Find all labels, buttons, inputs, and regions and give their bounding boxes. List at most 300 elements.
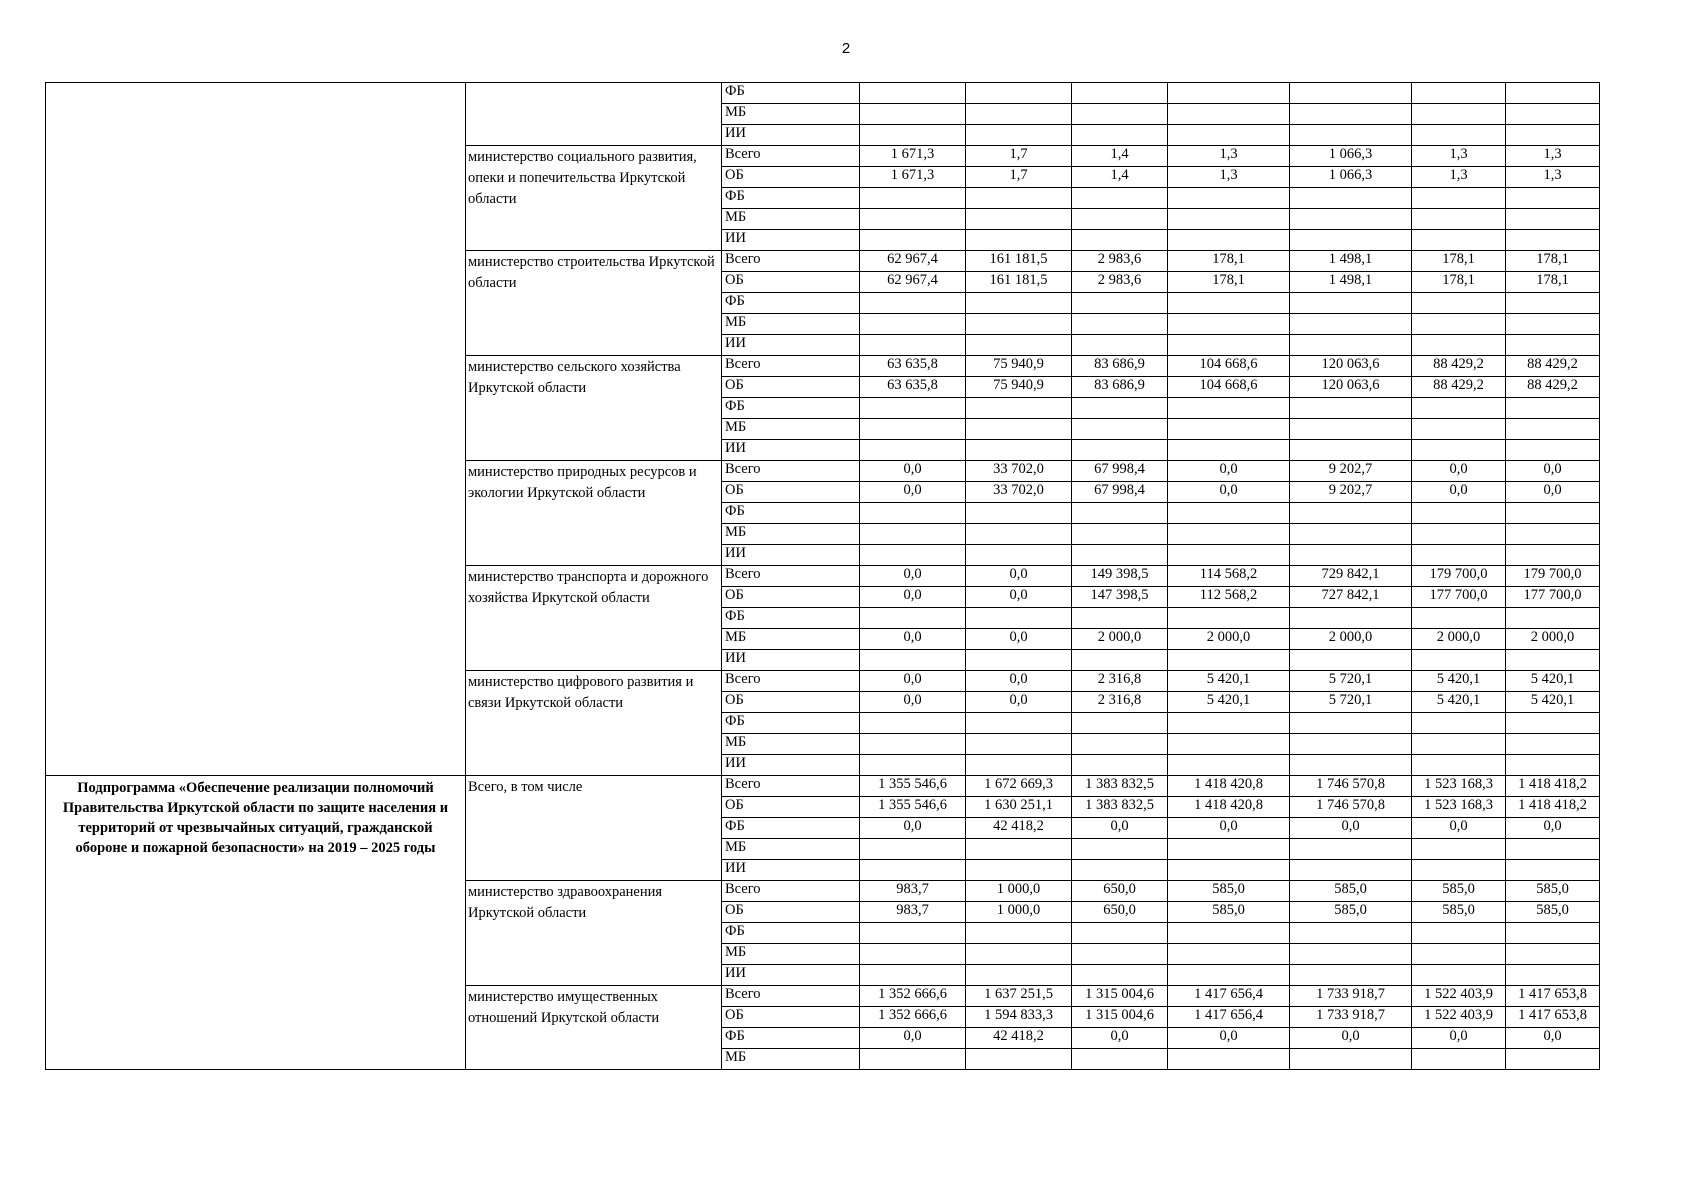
value-cell: 585,0 xyxy=(1506,881,1600,902)
value-cell: 83 686,9 xyxy=(1072,356,1168,377)
value-cell xyxy=(966,923,1072,944)
value-cell xyxy=(1290,230,1412,251)
value-cell xyxy=(1412,1049,1506,1070)
value-cell: 585,0 xyxy=(1412,881,1506,902)
funding-source-cell: МБ xyxy=(722,314,860,335)
value-cell xyxy=(966,188,1072,209)
value-cell: 104 668,6 xyxy=(1168,377,1290,398)
value-cell: 1 733 918,7 xyxy=(1290,986,1412,1007)
value-cell xyxy=(1290,734,1412,755)
value-cell: 0,0 xyxy=(860,461,966,482)
value-cell: 0,0 xyxy=(1412,1028,1506,1049)
value-cell xyxy=(966,440,1072,461)
value-cell: 0,0 xyxy=(1168,1028,1290,1049)
value-cell xyxy=(860,104,966,125)
funding-source-cell: МБ xyxy=(722,734,860,755)
value-cell xyxy=(1168,713,1290,734)
value-cell: 1 066,3 xyxy=(1290,146,1412,167)
value-cell: 1 315 004,6 xyxy=(1072,986,1168,1007)
value-cell: 83 686,9 xyxy=(1072,377,1168,398)
value-cell: 585,0 xyxy=(1290,881,1412,902)
value-cell: 0,0 xyxy=(860,818,966,839)
value-cell: 1 315 004,6 xyxy=(1072,1007,1168,1028)
value-cell xyxy=(860,440,966,461)
value-cell xyxy=(1506,398,1600,419)
value-cell: 9 202,7 xyxy=(1290,482,1412,503)
value-cell xyxy=(1290,650,1412,671)
value-cell: 1,4 xyxy=(1072,167,1168,188)
value-cell: 983,7 xyxy=(860,881,966,902)
value-cell xyxy=(1290,125,1412,146)
value-cell xyxy=(1412,524,1506,545)
value-cell xyxy=(1072,125,1168,146)
value-cell xyxy=(1412,293,1506,314)
value-cell: 1,3 xyxy=(1168,167,1290,188)
funding-source-cell: МБ xyxy=(722,419,860,440)
value-cell xyxy=(1168,944,1290,965)
value-cell xyxy=(966,335,1072,356)
value-cell xyxy=(1168,209,1290,230)
value-cell: 1 000,0 xyxy=(966,902,1072,923)
value-cell xyxy=(1168,524,1290,545)
value-cell: 0,0 xyxy=(1412,482,1506,503)
value-cell: 2 000,0 xyxy=(1506,629,1600,650)
value-cell: 2 316,8 xyxy=(1072,692,1168,713)
value-cell xyxy=(1412,419,1506,440)
value-cell xyxy=(1168,1049,1290,1070)
value-cell: 5 420,1 xyxy=(1168,671,1290,692)
value-cell xyxy=(1506,839,1600,860)
value-cell: 1,3 xyxy=(1168,146,1290,167)
value-cell xyxy=(1412,545,1506,566)
value-cell: 0,0 xyxy=(1412,818,1506,839)
value-cell: 1 418 418,2 xyxy=(1506,776,1600,797)
value-cell: 1,4 xyxy=(1072,146,1168,167)
value-cell xyxy=(1072,965,1168,986)
value-cell xyxy=(1168,314,1290,335)
value-cell xyxy=(1168,839,1290,860)
value-cell xyxy=(1290,608,1412,629)
value-cell: 1 066,3 xyxy=(1290,167,1412,188)
value-cell: 1 522 403,9 xyxy=(1412,986,1506,1007)
value-cell xyxy=(860,713,966,734)
value-cell: 0,0 xyxy=(1506,482,1600,503)
funding-source-cell: Всего xyxy=(722,671,860,692)
value-cell: 1 672 669,3 xyxy=(966,776,1072,797)
value-cell xyxy=(1506,104,1600,125)
value-cell: 1 671,3 xyxy=(860,146,966,167)
value-cell: 0,0 xyxy=(966,629,1072,650)
value-cell: 1 523 168,3 xyxy=(1412,776,1506,797)
value-cell xyxy=(1412,965,1506,986)
value-cell xyxy=(1290,419,1412,440)
funding-source-cell: Всего xyxy=(722,356,860,377)
value-cell: 120 063,6 xyxy=(1290,356,1412,377)
value-cell xyxy=(1072,755,1168,776)
subprogram-cell: Подпрограмма «Обеспечение реализации полномочий Правительства Иркутской области по защите населения и территорий от чрезвычайных ситуаций, гражданской обороне и пожарной безопасности» на 2019 – 2025 годы xyxy=(46,776,466,1070)
value-cell: 1,3 xyxy=(1412,167,1506,188)
value-cell xyxy=(1168,965,1290,986)
value-cell: 1 630 251,1 xyxy=(966,797,1072,818)
value-cell xyxy=(1072,188,1168,209)
value-cell: 1 352 666,6 xyxy=(860,986,966,1007)
value-cell: 33 702,0 xyxy=(966,461,1072,482)
value-cell xyxy=(1412,125,1506,146)
budget-table xyxy=(45,82,1600,1070)
value-cell: 161 181,5 xyxy=(966,251,1072,272)
funding-source-cell: Всего xyxy=(722,566,860,587)
budget-table-body xyxy=(46,83,1600,1070)
value-cell xyxy=(966,944,1072,965)
value-cell xyxy=(1506,965,1600,986)
funding-source-cell: МБ xyxy=(722,209,860,230)
value-cell: 585,0 xyxy=(1506,902,1600,923)
table-row xyxy=(46,776,1600,797)
value-cell: 1,3 xyxy=(1412,146,1506,167)
executor-cell: министерство транспорта и дорожного хозяйства Иркутской области xyxy=(466,566,722,671)
value-cell xyxy=(1290,755,1412,776)
value-cell: 0,0 xyxy=(1168,818,1290,839)
funding-source-cell: МБ xyxy=(722,104,860,125)
value-cell: 75 940,9 xyxy=(966,356,1072,377)
executor-cell: министерство социального развития, опеки и попечительства Иркутской области xyxy=(466,146,722,251)
value-cell: 2 316,8 xyxy=(1072,671,1168,692)
value-cell: 1 746 570,8 xyxy=(1290,797,1412,818)
value-cell: 0,0 xyxy=(1290,818,1412,839)
value-cell: 1,3 xyxy=(1506,167,1600,188)
value-cell: 2 000,0 xyxy=(1072,629,1168,650)
value-cell: 67 998,4 xyxy=(1072,461,1168,482)
value-cell xyxy=(1290,503,1412,524)
funding-source-cell: ФБ xyxy=(722,713,860,734)
value-cell: 2 000,0 xyxy=(1168,629,1290,650)
value-cell: 179 700,0 xyxy=(1506,566,1600,587)
value-cell xyxy=(966,713,1072,734)
value-cell: 63 635,8 xyxy=(860,377,966,398)
value-cell: 63 635,8 xyxy=(860,356,966,377)
value-cell xyxy=(860,755,966,776)
value-cell: 1 637 251,5 xyxy=(966,986,1072,1007)
value-cell xyxy=(860,524,966,545)
value-cell: 178,1 xyxy=(1412,251,1506,272)
value-cell xyxy=(1506,734,1600,755)
value-cell: 112 568,2 xyxy=(1168,587,1290,608)
value-cell: 650,0 xyxy=(1072,881,1168,902)
value-cell xyxy=(966,398,1072,419)
funding-source-cell: ОБ xyxy=(722,272,860,293)
value-cell xyxy=(1412,944,1506,965)
value-cell xyxy=(860,230,966,251)
value-cell xyxy=(1412,314,1506,335)
value-cell xyxy=(1506,755,1600,776)
value-cell: 585,0 xyxy=(1168,881,1290,902)
value-cell: 114 568,2 xyxy=(1168,566,1290,587)
value-cell: 177 700,0 xyxy=(1506,587,1600,608)
value-cell xyxy=(1072,944,1168,965)
funding-source-cell: ФБ xyxy=(722,398,860,419)
value-cell xyxy=(860,503,966,524)
value-cell xyxy=(1506,209,1600,230)
value-cell: 0,0 xyxy=(966,566,1072,587)
value-cell xyxy=(1412,860,1506,881)
value-cell: 88 429,2 xyxy=(1506,377,1600,398)
value-cell: 1 417 656,4 xyxy=(1168,986,1290,1007)
value-cell xyxy=(860,608,966,629)
value-cell: 178,1 xyxy=(1412,272,1506,293)
value-cell xyxy=(1072,839,1168,860)
value-cell: 1 498,1 xyxy=(1290,251,1412,272)
funding-source-cell: ФБ xyxy=(722,293,860,314)
value-cell xyxy=(1290,83,1412,104)
value-cell xyxy=(860,209,966,230)
executor-cell: министерство здравоохранения Иркутской области xyxy=(466,881,722,986)
value-cell: 1 498,1 xyxy=(1290,272,1412,293)
funding-source-cell: Всего xyxy=(722,251,860,272)
value-cell: 75 940,9 xyxy=(966,377,1072,398)
value-cell xyxy=(966,839,1072,860)
funding-source-cell: ОБ xyxy=(722,902,860,923)
value-cell xyxy=(966,650,1072,671)
value-cell xyxy=(1168,419,1290,440)
value-cell: 1 671,3 xyxy=(860,167,966,188)
funding-source-cell: ИИ xyxy=(722,965,860,986)
executor-cell: Всего, в том числе xyxy=(466,776,722,881)
value-cell xyxy=(860,860,966,881)
funding-source-cell: Всего xyxy=(722,986,860,1007)
value-cell: 983,7 xyxy=(860,902,966,923)
value-cell xyxy=(1506,503,1600,524)
value-cell xyxy=(1506,335,1600,356)
value-cell xyxy=(1072,440,1168,461)
value-cell xyxy=(1072,293,1168,314)
value-cell xyxy=(1290,188,1412,209)
value-cell: 88 429,2 xyxy=(1506,356,1600,377)
value-cell xyxy=(1506,923,1600,944)
value-cell xyxy=(1290,209,1412,230)
value-cell xyxy=(966,104,1072,125)
value-cell: 178,1 xyxy=(1506,251,1600,272)
funding-source-cell: МБ xyxy=(722,839,860,860)
table-row xyxy=(46,83,1600,104)
value-cell xyxy=(1290,965,1412,986)
value-cell xyxy=(1072,734,1168,755)
value-cell: 1 418 418,2 xyxy=(1506,797,1600,818)
funding-source-cell: ОБ xyxy=(722,377,860,398)
value-cell xyxy=(1290,944,1412,965)
value-cell: 0,0 xyxy=(860,629,966,650)
funding-source-cell: Всего xyxy=(722,146,860,167)
value-cell: 67 998,4 xyxy=(1072,482,1168,503)
value-cell xyxy=(1412,755,1506,776)
value-cell xyxy=(860,398,966,419)
value-cell: 0,0 xyxy=(860,671,966,692)
value-cell xyxy=(860,545,966,566)
value-cell: 5 420,1 xyxy=(1412,671,1506,692)
value-cell: 1 417 656,4 xyxy=(1168,1007,1290,1028)
value-cell: 5 720,1 xyxy=(1290,671,1412,692)
value-cell xyxy=(1506,713,1600,734)
value-cell xyxy=(1168,650,1290,671)
funding-source-cell: ИИ xyxy=(722,860,860,881)
funding-source-cell: ФБ xyxy=(722,818,860,839)
value-cell xyxy=(1412,209,1506,230)
value-cell xyxy=(1072,83,1168,104)
value-cell xyxy=(966,755,1072,776)
value-cell xyxy=(1168,755,1290,776)
value-cell xyxy=(1072,650,1168,671)
value-cell xyxy=(966,524,1072,545)
funding-source-cell: ИИ xyxy=(722,545,860,566)
value-cell: 0,0 xyxy=(1168,461,1290,482)
value-cell xyxy=(1168,608,1290,629)
value-cell: 1 523 168,3 xyxy=(1412,797,1506,818)
funding-source-cell: ФБ xyxy=(722,188,860,209)
value-cell xyxy=(1290,713,1412,734)
value-cell: 0,0 xyxy=(860,482,966,503)
funding-source-cell: ФБ xyxy=(722,608,860,629)
value-cell: 0,0 xyxy=(1290,1028,1412,1049)
value-cell xyxy=(966,125,1072,146)
value-cell xyxy=(1072,545,1168,566)
funding-source-cell: ИИ xyxy=(722,755,860,776)
funding-source-cell: ИИ xyxy=(722,440,860,461)
value-cell xyxy=(1290,440,1412,461)
executor-cell: министерство строительства Иркутской области xyxy=(466,251,722,356)
funding-source-cell: МБ xyxy=(722,944,860,965)
value-cell xyxy=(1168,860,1290,881)
funding-source-cell: Всего xyxy=(722,776,860,797)
value-cell: 1 000,0 xyxy=(966,881,1072,902)
value-cell: 177 700,0 xyxy=(1412,587,1506,608)
funding-source-cell: МБ xyxy=(722,1049,860,1070)
value-cell xyxy=(1290,335,1412,356)
value-cell: 1 746 570,8 xyxy=(1290,776,1412,797)
value-cell xyxy=(1412,83,1506,104)
funding-source-cell: ОБ xyxy=(722,482,860,503)
value-cell: 62 967,4 xyxy=(860,272,966,293)
value-cell: 1 594 833,3 xyxy=(966,1007,1072,1028)
value-cell: 1,7 xyxy=(966,167,1072,188)
value-cell xyxy=(966,83,1072,104)
value-cell: 727 842,1 xyxy=(1290,587,1412,608)
value-cell xyxy=(860,419,966,440)
value-cell xyxy=(1506,1049,1600,1070)
value-cell: 585,0 xyxy=(1412,902,1506,923)
value-cell xyxy=(1290,398,1412,419)
value-cell xyxy=(1168,734,1290,755)
value-cell: 178,1 xyxy=(1506,272,1600,293)
value-cell xyxy=(1506,608,1600,629)
value-cell xyxy=(1168,440,1290,461)
executor-cell: министерство природных ресурсов и экологии Иркутской области xyxy=(466,461,722,566)
value-cell: 104 668,6 xyxy=(1168,356,1290,377)
value-cell: 2 983,6 xyxy=(1072,272,1168,293)
funding-source-cell: МБ xyxy=(722,524,860,545)
value-cell: 0,0 xyxy=(860,587,966,608)
value-cell xyxy=(860,125,966,146)
value-cell xyxy=(1506,650,1600,671)
value-cell: 0,0 xyxy=(966,692,1072,713)
value-cell xyxy=(1506,314,1600,335)
value-cell xyxy=(1290,860,1412,881)
value-cell xyxy=(1412,839,1506,860)
value-cell xyxy=(1168,335,1290,356)
value-cell xyxy=(1506,545,1600,566)
funding-source-cell: ФБ xyxy=(722,923,860,944)
value-cell xyxy=(860,734,966,755)
funding-source-cell: ИИ xyxy=(722,125,860,146)
executor-cell: министерство имущественных отношений Иркутской области xyxy=(466,986,722,1070)
value-cell: 5 420,1 xyxy=(1506,692,1600,713)
value-cell: 0,0 xyxy=(1168,482,1290,503)
value-cell xyxy=(1506,293,1600,314)
value-cell xyxy=(1412,230,1506,251)
value-cell: 1 417 653,8 xyxy=(1506,986,1600,1007)
value-cell: 2 983,6 xyxy=(1072,251,1168,272)
value-cell: 585,0 xyxy=(1168,902,1290,923)
value-cell xyxy=(966,545,1072,566)
value-cell xyxy=(1072,503,1168,524)
value-cell: 1 355 546,6 xyxy=(860,776,966,797)
funding-source-cell: ОБ xyxy=(722,797,860,818)
value-cell xyxy=(860,923,966,944)
value-cell: 147 398,5 xyxy=(1072,587,1168,608)
value-cell xyxy=(860,650,966,671)
value-cell xyxy=(1168,230,1290,251)
value-cell: 161 181,5 xyxy=(966,272,1072,293)
value-cell xyxy=(1072,1049,1168,1070)
value-cell xyxy=(1412,104,1506,125)
value-cell xyxy=(1072,335,1168,356)
value-cell: 1 418 420,8 xyxy=(1168,797,1290,818)
value-cell: 0,0 xyxy=(1412,461,1506,482)
value-cell xyxy=(966,314,1072,335)
value-cell xyxy=(966,608,1072,629)
value-cell: 178,1 xyxy=(1168,272,1290,293)
value-cell: 0,0 xyxy=(1072,1028,1168,1049)
funding-source-cell: ОБ xyxy=(722,1007,860,1028)
value-cell xyxy=(1412,713,1506,734)
funding-source-cell: ФБ xyxy=(722,1028,860,1049)
value-cell xyxy=(1290,524,1412,545)
value-cell: 585,0 xyxy=(1290,902,1412,923)
value-cell xyxy=(1072,398,1168,419)
value-cell xyxy=(1412,650,1506,671)
value-cell xyxy=(1072,923,1168,944)
value-cell xyxy=(1412,335,1506,356)
value-cell xyxy=(860,83,966,104)
value-cell xyxy=(1290,293,1412,314)
value-cell: 88 429,2 xyxy=(1412,356,1506,377)
value-cell xyxy=(1168,125,1290,146)
value-cell: 5 720,1 xyxy=(1290,692,1412,713)
value-cell xyxy=(860,1049,966,1070)
value-cell: 0,0 xyxy=(1506,461,1600,482)
value-cell: 9 202,7 xyxy=(1290,461,1412,482)
value-cell xyxy=(1168,923,1290,944)
value-cell: 1,3 xyxy=(1506,146,1600,167)
funding-source-cell: ОБ xyxy=(722,692,860,713)
value-cell: 0,0 xyxy=(1072,818,1168,839)
value-cell xyxy=(1412,734,1506,755)
value-cell: 0,0 xyxy=(1506,1028,1600,1049)
value-cell xyxy=(1506,125,1600,146)
page-number: 2 xyxy=(841,40,851,57)
value-cell xyxy=(1290,839,1412,860)
value-cell: 650,0 xyxy=(1072,902,1168,923)
value-cell xyxy=(966,1049,1072,1070)
value-cell: 0,0 xyxy=(966,671,1072,692)
